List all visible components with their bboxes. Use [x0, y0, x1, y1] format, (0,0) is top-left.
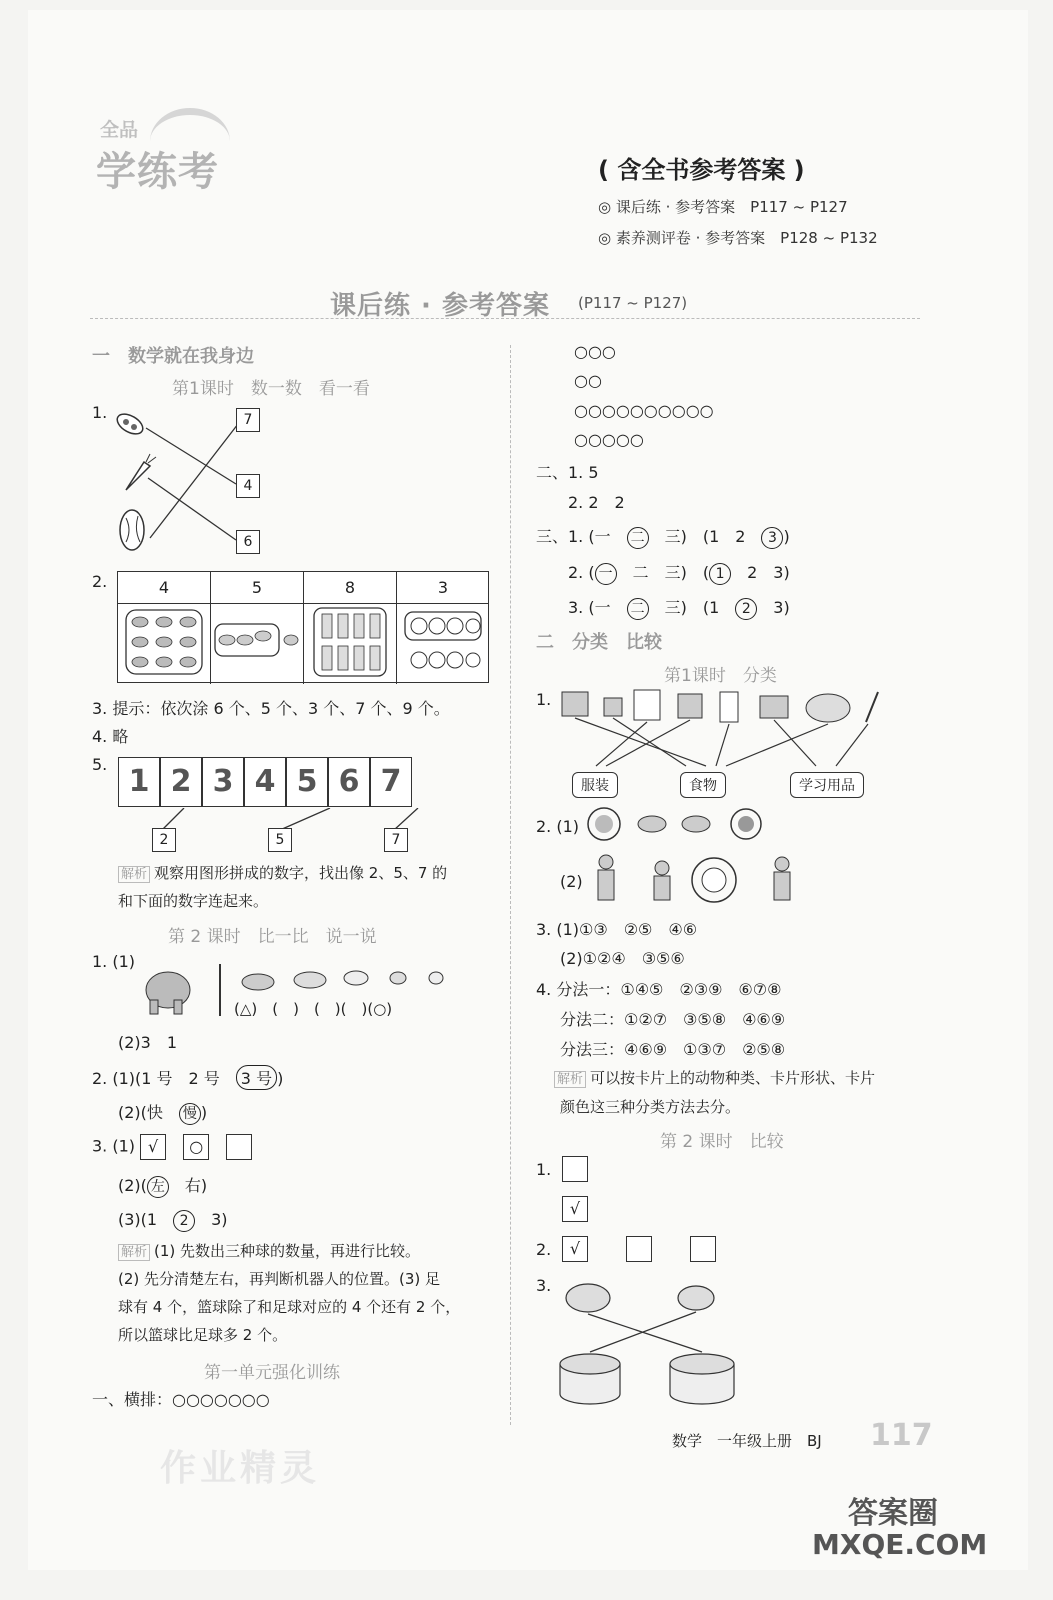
header-line-1: ◎ 课后练 · 参考答案 P117 ~ P127 [598, 198, 848, 216]
apple-icon [738, 816, 754, 832]
child-icon [775, 857, 789, 871]
q5-digit-6: 6 [328, 757, 370, 807]
q5-digit-7: 7 [370, 757, 412, 807]
category-food: 食物 [680, 772, 726, 798]
section-title: 课后练 · 参考答案 [330, 291, 550, 321]
analysis-tag: 解析 [118, 1244, 150, 1261]
q2-label: 2. [92, 572, 108, 591]
c-analysis-line-2: 颜色这三种分类方法去分。 [560, 1098, 741, 1116]
footer-book-info: 数学 一年级上册 BJ [672, 1432, 822, 1450]
lesson-2-title: 第 2 课时 比一比 说一说 [168, 927, 377, 947]
r-q3-2: 2. ( 一 二 三) ( 1 2 3) [568, 560, 790, 585]
analysis2-line-4: 所以篮球比足球多 2 个。 [118, 1326, 288, 1344]
c2-part2-figure [586, 852, 806, 908]
unit-1-title: 一 数学就在我身边 [92, 346, 254, 367]
page-number: 117 [870, 1418, 933, 1453]
circled-answer: 2 [735, 598, 757, 620]
answer-box-circle: ○ [183, 1134, 209, 1160]
q3-text: 3. 提示：依次涂 6 个、5 个、3 个、7 个、9 个。 [92, 699, 450, 718]
deer-icon [638, 816, 666, 832]
analysis-tag: 解析 [554, 1071, 586, 1088]
bird-icon [390, 972, 406, 984]
q5-digit-strip [118, 757, 412, 807]
dog-icon [344, 971, 368, 985]
q5-digit-1: 1 [118, 757, 160, 807]
q2-cell-clocks [397, 604, 489, 684]
q2-header-4: 3 [397, 572, 489, 604]
carrot-icon [126, 454, 156, 490]
category-clothing: 服装 [572, 772, 618, 798]
header-line-2: ◎ 素养测评卷 · 参考答案 P128 ~ P132 [598, 229, 878, 247]
review-q1: 一、横排：○○○○○○○ [92, 1390, 270, 1409]
unit-2-title: 二 分类 比较 [536, 632, 662, 653]
q5-digit-3: 3 [202, 757, 244, 807]
q5-label: 5. [92, 755, 108, 774]
pencil-icon [866, 692, 878, 722]
circle-row-1: ○○○ [574, 342, 616, 361]
answer-box-empty [226, 1134, 252, 1160]
c4-method2: 分法二：①②⑦ ③⑤⑧ ④⑥⑨ [560, 1010, 786, 1029]
q2-header-2: 5 [211, 572, 304, 604]
r-q3-1: 三、1. (一 二 三) (1 2 3 ) [536, 524, 790, 549]
c3-part1: 3. (1)①③ ②⑤ ④⑥ [536, 920, 698, 939]
l2q2-part1: 2. (1)(1 号 2 号 3 号 ) [92, 1065, 283, 1090]
circled-answer: 一 [595, 563, 617, 585]
section-range: (P117 ~ P127) [578, 294, 688, 312]
section-divider [90, 318, 920, 319]
b3-cake-matching-figure [554, 1272, 744, 1412]
c4-method3: 分法三：④⑥⑨ ①③⑦ ②⑤⑧ [560, 1040, 786, 1059]
cake-icon [806, 694, 850, 722]
l2q1-part2: (2)3 1 [118, 1033, 178, 1052]
c3-part2: (2)①②④ ③⑤⑥ [560, 949, 685, 968]
circle-row-4: ○○○○○ [574, 430, 644, 449]
elephant-icon [146, 972, 190, 1014]
q2-count-table [117, 571, 489, 683]
cake-icon [566, 1284, 610, 1312]
l2q2-part2: (2)(快 慢 ) [118, 1100, 207, 1125]
q2-cell-fish [118, 604, 211, 684]
circled-answer: 3 [761, 527, 783, 549]
girl-icon [655, 861, 669, 875]
circled-answer: 慢 [179, 1103, 201, 1125]
circle-row-3: ○○○○○○○○○○ [574, 401, 714, 420]
r-q3-3: 3. (一 二 三) (1 2 3) [568, 595, 790, 620]
watermark-logo: 答案圈 [848, 1496, 938, 1531]
q5-analysis-line-1: 解析 观察用图形拼成的数字，找出像 2、5、7 的 [118, 862, 447, 883]
q5-box-1: 2 [152, 828, 176, 852]
l2q1-marks: (△) ( ) ( )( )(○) [234, 1000, 393, 1018]
c-analysis-line-1: 解析 可以按卡片上的动物种类、卡片形状、卡片 [554, 1067, 875, 1088]
r-q2-2: 2. 2 2 [568, 493, 625, 512]
l2q3-part2: (2)( 左 右) [118, 1173, 207, 1198]
watermark-homework: 作业精灵 [160, 1448, 321, 1489]
q2-cell-peanuts [211, 604, 304, 684]
l2q1-label: 1. (1) [92, 952, 136, 971]
q1-box-3: 6 [236, 530, 260, 554]
analysis2-line-2: (2) 先分清楚左右，再判断机器人的位置。(3) 足 [118, 1270, 441, 1288]
circle-row-2: ○○ [574, 371, 602, 390]
bread-icon [604, 698, 622, 716]
pencil-case-icon [562, 692, 588, 716]
q4-text: 4. 略 [92, 727, 129, 746]
l2q3-part3: (3)(1 2 3) [118, 1207, 228, 1232]
horse-icon [294, 972, 326, 988]
cabbage-icon [120, 510, 144, 550]
q2-header-3: 8 [304, 572, 397, 604]
logo-title: 学练考 [96, 149, 219, 195]
column-divider [510, 345, 511, 1425]
horse-icon [682, 816, 710, 832]
trousers-icon [720, 692, 738, 722]
c1-label: 1. [536, 690, 552, 709]
b2-box-1: √ [562, 1236, 588, 1262]
l2q3-part1: 3. (1) √ ○ [92, 1134, 252, 1160]
lion-icon [595, 815, 613, 833]
c2-part1: 2. (1) [536, 817, 580, 836]
boy-icon [599, 855, 613, 869]
b2-label: 2. [536, 1240, 552, 1259]
answer-box-checked: √ [140, 1134, 166, 1160]
analysis2-line-3: 球有 4 个，篮球除了和足球对应的 4 个还有 2 个， [118, 1298, 461, 1316]
q1-label: 1. [92, 403, 108, 422]
b1-label: 1. [536, 1160, 552, 1179]
circled-answer: 1 [709, 563, 731, 585]
pea-pod-icon [114, 410, 146, 438]
q5-digit-4: 4 [244, 757, 286, 807]
lesson-2-2-title: 第 2 课时 比较 [660, 1132, 784, 1152]
circled-answer: 左 [147, 1176, 169, 1198]
chick-icon [429, 972, 443, 984]
q5-box-2: 5 [268, 828, 292, 852]
q5-analysis-line-2: 和下面的数字连起来。 [118, 892, 269, 910]
fruit-icon [678, 694, 702, 718]
unit-review-title: 第一单元强化训练 [204, 1363, 340, 1383]
b1-box-2: √ [562, 1196, 588, 1222]
lesson-1-title: 第1课时 数一数 看一看 [172, 379, 370, 399]
category-school-supplies: 学习用品 [790, 772, 864, 798]
q5-box-3: 7 [384, 828, 408, 852]
b3-label: 3. [536, 1276, 552, 1295]
analysis2-line-1: 解析 (1) 先数出三种球的数量，再进行比较。 [118, 1240, 420, 1261]
c2-part1-figure [586, 806, 776, 846]
answer-key-title: ( 含全书参考答案 ) [598, 156, 805, 184]
q2-header-1: 4 [118, 572, 211, 604]
q1-box-2: 4 [236, 474, 260, 498]
q1-box-1: 7 [236, 408, 260, 432]
b2-box-3 [690, 1236, 716, 1262]
circled-answer: 二 [627, 527, 649, 549]
book-icon [760, 696, 788, 718]
analysis-tag: 解析 [118, 866, 150, 883]
r-q2-1: 二、1. 5 [536, 463, 599, 482]
circled-answer: 二 [627, 598, 649, 620]
watermark-url: MXQE.COM [812, 1528, 988, 1561]
b1-box-1 [562, 1156, 588, 1182]
c2-part2: (2) [560, 872, 583, 891]
shirt-icon [634, 690, 660, 720]
q5-digit-2: 2 [160, 757, 202, 807]
q5-digit-5: 5 [286, 757, 328, 807]
circled-answer: 3 号 [236, 1065, 277, 1090]
circled-answer: 2 [173, 1210, 195, 1232]
c4-method1: 4. 分法一：①④⑤ ②③⑨ ⑥⑦⑧ [536, 980, 782, 999]
lesson-2-1-title: 第1课时 分类 [664, 666, 777, 686]
logo-brand: 全品 [100, 119, 139, 141]
panda-icon [702, 868, 726, 892]
b2-box-2 [626, 1236, 652, 1262]
q2-cell-bottles [304, 604, 397, 684]
tiger-icon [242, 974, 274, 990]
cake-icon [678, 1286, 714, 1310]
